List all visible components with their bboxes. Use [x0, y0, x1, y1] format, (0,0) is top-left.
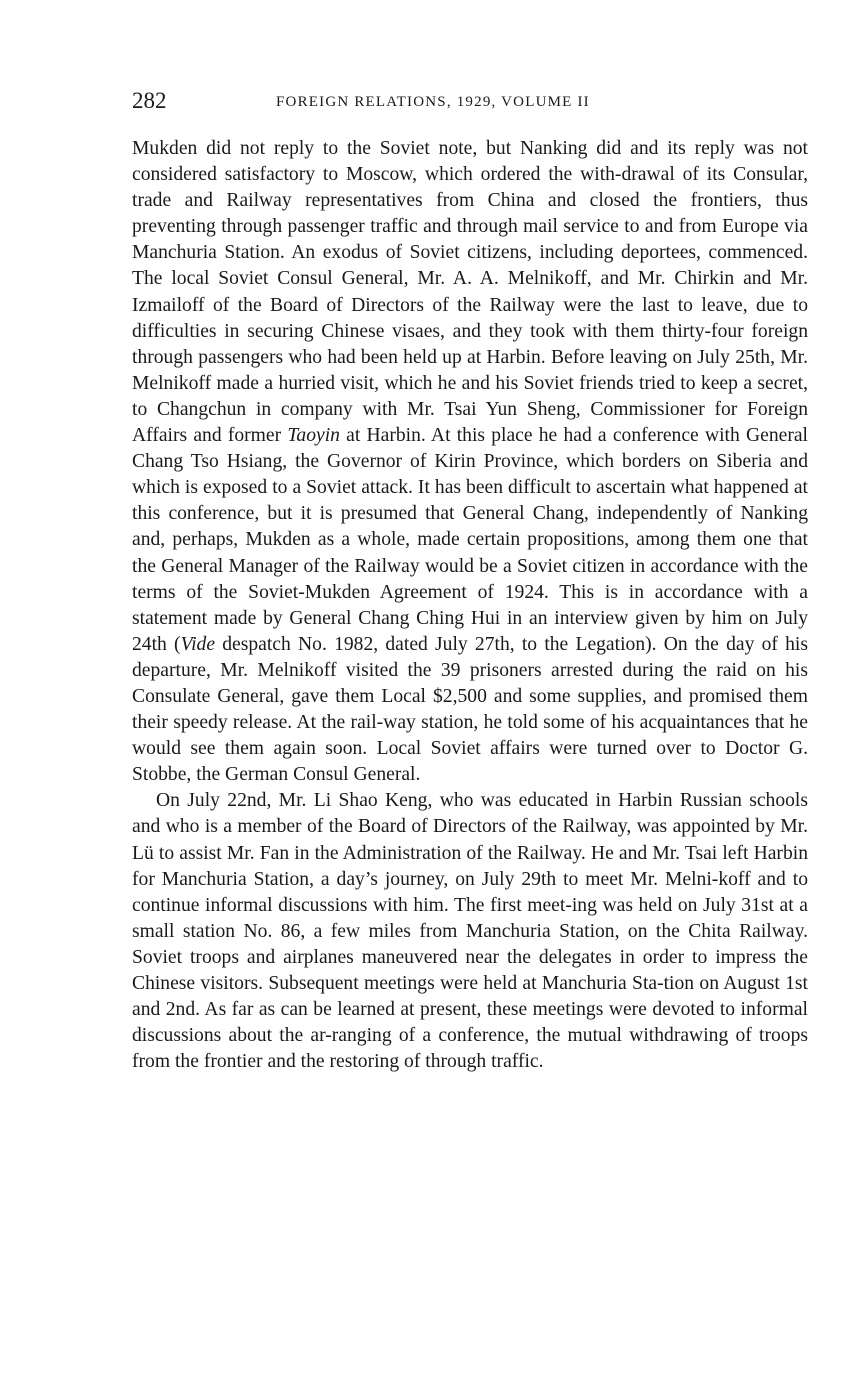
document-page — [132, 86, 808, 1075]
paragraph-1-text-a: Mukden did not reply to the Soviet note, but Nanking did and its reply was not considered satisfactory to Moscow, which ordered the with-drawal of its Consular, trade and Railway representatives from China and closed the frontiers, thus preventing through passenger traffic and through mail service to and from Europe via Manchuria Station. An exodus of Soviet citizens, including deportees, commenced. The local Soviet Consul General, Mr. A. A. Melnikoff, and Mr. Chirkin and Mr. Izmailoff of the Board of Directors of the Railway were the last to leave, due to difficulties in securing Chinese visaes, and they took with them thirty-four foreign through passengers who had been held up at Harbin. Before leaving on July 25th, Mr. Melnikoff made a hurried visit, which he and his Soviet friends tried to keep a secret, to Changchun in company with Mr. Tsai Yun Sheng, Commissioner for Foreign Affairs and former — [132, 138, 808, 447]
paragraph-1-text-b: at Harbin. At this place he had a conference with General Chang Tso Hsiang, the Governor of Kirin Province, which borders on Siberia and which is exposed to a Soviet attack. It has been difficult to ascertain what happened at this conference, but it is presumed that General Chang, independently of Nanking and, perhaps, Mukden as a whole, made certain propositions, among them one that the General Manager of the Railway would be a Soviet citizen in accordance with the terms of the Soviet-Mukden Agreement of 1924. This is in accordance with a statement made by General Chang Ching Hui in an interview given by him on July 24th ( — [132, 425, 808, 655]
paragraph-1-text-c: despatch No. 1982, dated July 27th, to the Legation). On the day of his departure, Mr. Melnikoff visited the 39 prisoners arrested during the raid on his Consulate General, gave them Local $2,500 and some supplies, and promised them their speedy release. At the rail-way station, he told some of his acquaintances that he would see them again soon. Local Soviet affairs were turned over to Doctor G. Stobbe, the German Consul General. — [132, 633, 808, 786]
paragraph-1 — [132, 136, 808, 788]
running-title: FOREIGN RELATIONS, 1929, VOLUME II — [276, 94, 590, 110]
page-number: 282 — [132, 88, 167, 113]
italic-term-vide: Vide — [180, 633, 216, 655]
paragraph-2: On July 22nd, Mr. Li Shao Keng, who was educated in Harbin Russian schools and who is a member of the Board of Directors of the Railway, was appointed by Mr. Lü to assist Mr. Fan in the Administration of the Railway. He and Mr. Tsai left Harbin for Manchuria Station, a day’s journey, on July 29th to meet Mr. Melni-koff and to continue informal discussions with him. The first meet-ing was held on July 31st at a small station No. 86, a few miles from Manchuria Station, on the Chita Railway. Soviet troops and airplanes maneuvered near the delegates in order to impress the Chinese visitors. Subsequent meetings were held at Manchuria Sta-tion on August 1st and 2nd. As far as can be learned at present, these meetings were devoted to informal discussions about the ar-ranging of a conference, the mutual withdrawing of troops from the frontier and the restoring of through traffic. — [132, 790, 808, 1073]
italic-term-taoyin: Taoyin — [287, 425, 340, 447]
running-head — [132, 86, 808, 116]
